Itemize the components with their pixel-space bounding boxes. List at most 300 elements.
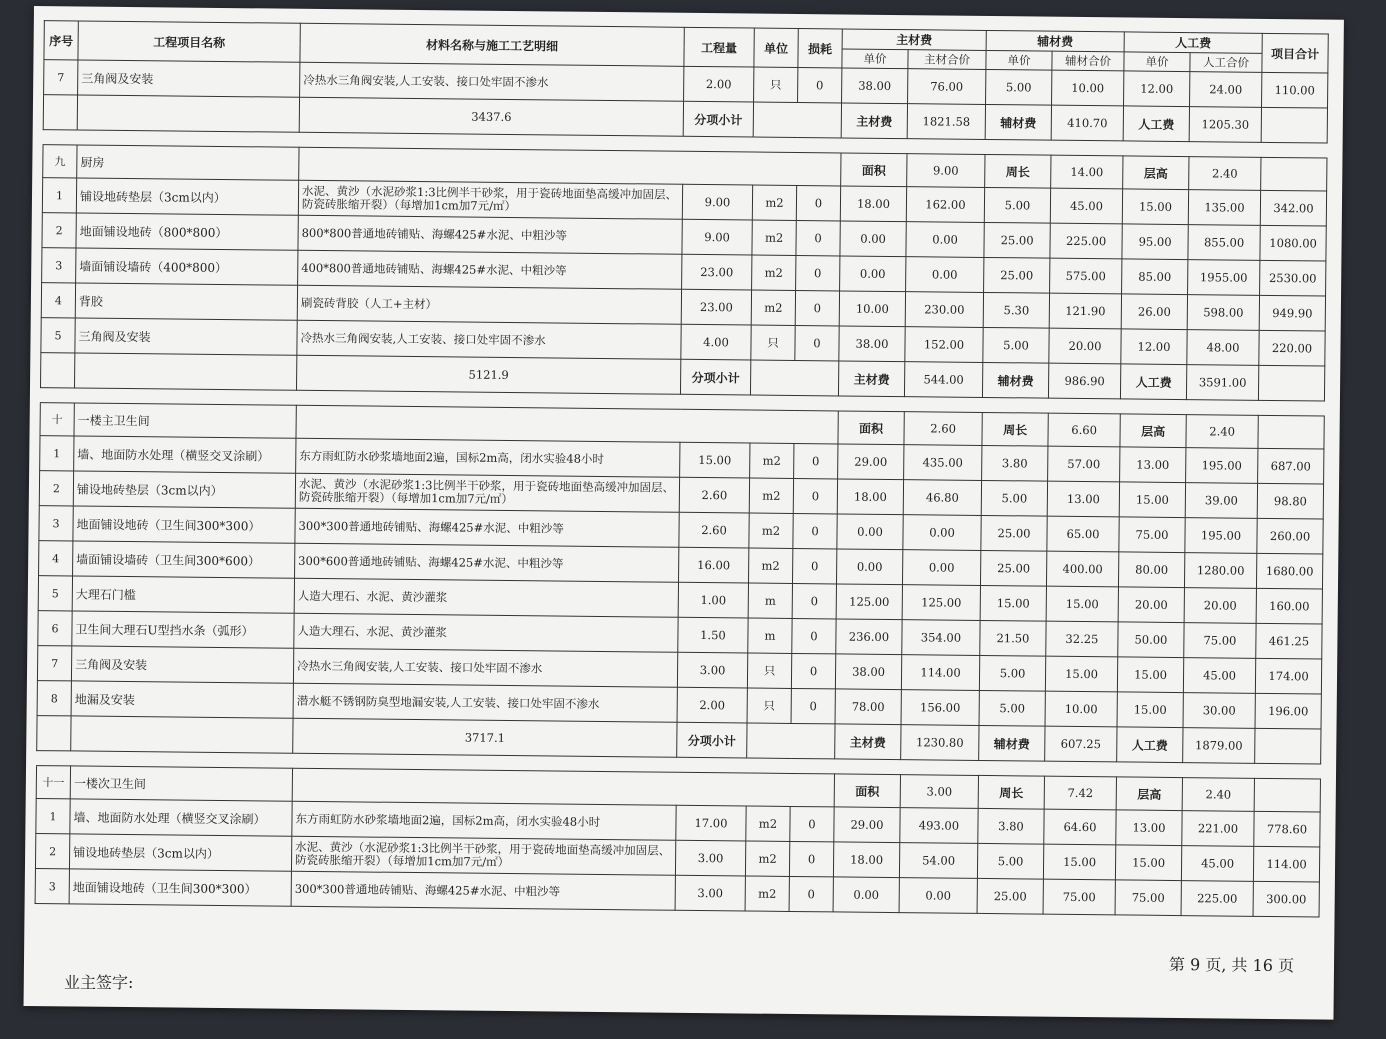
labor-fee-value: 1879.00	[1183, 728, 1255, 764]
item-unit: m	[748, 618, 792, 653]
item-quantity: 9.00	[682, 219, 752, 255]
labor-fee-label: 人工费	[1120, 364, 1186, 400]
labor-sum: 45.00	[1183, 658, 1255, 694]
item-quantity: 16.00	[679, 547, 749, 583]
aux-unit-price: 25.00	[984, 222, 1050, 258]
item-quantity: 9.00	[682, 184, 752, 220]
row-number: 6	[38, 611, 72, 646]
labor-sum: 24.00	[1190, 72, 1262, 108]
perimeter-label: 周长	[985, 154, 1051, 188]
aux-unit-price-header: 单价	[986, 50, 1052, 70]
item-quantity: 2.60	[679, 477, 749, 513]
main-sum: 156.00	[901, 690, 979, 726]
main-unit-price: 0.00	[840, 221, 906, 257]
item-total: 461.25	[1256, 623, 1322, 659]
item-loss: 0	[792, 583, 836, 618]
item-unit: m2	[745, 876, 789, 911]
item-loss: 0	[798, 68, 842, 103]
row-number: 2	[39, 471, 73, 506]
item-name: 三角阀及安装	[78, 60, 300, 97]
subtotal-value: 3437.6	[299, 97, 683, 136]
item-unit: m2	[751, 290, 795, 325]
col-name-header: 工程项目名称	[78, 21, 300, 62]
item-description: 冷热水三角阀安装,人工安装、接口处牢固不渗水	[293, 648, 677, 687]
labor-unit-price: 26.00	[1121, 294, 1187, 330]
item-loss: 0	[790, 806, 834, 841]
item-quantity: 3.00	[675, 840, 745, 876]
section-blank	[1258, 415, 1324, 449]
item-name: 地面铺设地砖（800*800）	[76, 213, 298, 250]
perimeter-label: 周长	[982, 412, 1048, 446]
labor-unit-price: 15.00	[1122, 189, 1188, 225]
area-label: 面积	[841, 153, 907, 187]
main-fee-label: 主材费	[838, 361, 904, 397]
row-number: 1	[36, 799, 70, 834]
aux-unit-price: 5.00	[979, 690, 1045, 726]
subtotal-blank	[747, 723, 835, 759]
main-fee-value: 544.00	[904, 362, 982, 398]
item-total: 949.90	[1259, 295, 1325, 331]
row-number: 2	[42, 213, 76, 248]
perimeter-value: 6.60	[1048, 413, 1120, 447]
section-number: 十	[40, 403, 74, 436]
item-name: 大理石门槛	[72, 576, 294, 613]
section-title: 厨房	[77, 145, 299, 180]
item-description: 刷瓷砖背胶（人工+主材）	[297, 285, 681, 324]
item-unit: m2	[752, 185, 796, 220]
item-total: 160.00	[1256, 588, 1322, 624]
labor-sum: 75.00	[1184, 623, 1256, 659]
aux-fee-label: 辅材费	[982, 362, 1048, 398]
aux-unit-price: 5.00	[983, 327, 1049, 363]
area-label: 面积	[834, 774, 900, 808]
page-number: 第 9 页, 共 16 页	[1168, 954, 1295, 976]
row-number: 1	[42, 178, 76, 213]
item-unit: 只	[747, 688, 791, 723]
item-name: 三角阀及安装	[75, 318, 297, 355]
item-description: 水泥、黄沙（水泥砂浆1:3比例半干砂浆，用于瓷砖地面垫高缓冲加固层、防瓷砖胀缩开裂）（每增加1cm加7元/㎡）	[295, 473, 679, 512]
main-unit-price: 125.00	[836, 584, 902, 620]
item-name: 墙、地面防水处理（横竖交叉涂刷）	[70, 799, 292, 836]
section-title: 一楼主卫生间	[74, 403, 296, 438]
main-sum: 0.00	[899, 878, 977, 914]
item-quantity: 2.00	[677, 687, 747, 723]
aux-unit-price: 25.00	[984, 257, 1050, 293]
item-total: 110.00	[1262, 72, 1328, 108]
item-name: 三角阀及安装	[71, 646, 293, 683]
item-name: 地面铺设地砖（卫生间300*300）	[73, 506, 295, 543]
main-unit-price: 29.00	[834, 807, 900, 843]
item-loss: 0	[793, 513, 837, 548]
labor-sum: 30.00	[1183, 693, 1255, 729]
subtotal-label: 分项小计	[680, 359, 750, 395]
main-sum: 162.00	[906, 187, 984, 223]
aux-unit-price: 5.00	[981, 480, 1047, 516]
labor-unit-price: 12.00	[1121, 329, 1187, 365]
item-loss: 0	[792, 548, 836, 583]
aux-unit-price: 25.00	[977, 878, 1043, 914]
item-description: 300*300普通地砖铺贴、海螺425#水泥、中粗沙等	[295, 508, 679, 547]
subtotal-blank	[1255, 728, 1321, 764]
aux-unit-price: 5.00	[984, 187, 1050, 223]
item-description: 冷热水三角阀安装,人工安装、接口处牢固不渗水	[297, 320, 681, 359]
owner-signature-label: 业主签字:	[64, 973, 134, 992]
main-unit-price: 78.00	[835, 689, 901, 725]
labor-unit-price: 13.00	[1120, 447, 1186, 483]
item-loss: 0	[791, 688, 835, 723]
main-sum: 114.00	[901, 655, 979, 691]
floor-height-value: 2.40	[1182, 778, 1254, 812]
labor-unit-price: 15.00	[1115, 845, 1181, 881]
aux-sum: 15.00	[1045, 656, 1117, 692]
labor-fee-label: 人工费	[1117, 727, 1183, 763]
main-sum: 230.00	[905, 292, 983, 328]
aux-unit-price: 3.80	[978, 808, 1044, 844]
row-number: 3	[42, 248, 76, 283]
section-number: 十一	[36, 766, 70, 799]
aux-sum: 13.00	[1047, 481, 1119, 517]
aux-sum: 65.00	[1047, 516, 1119, 552]
subtotal-value: 3717.1	[293, 718, 677, 757]
item-quantity: 1.50	[678, 617, 748, 653]
labor-unit-price: 12.00	[1124, 71, 1190, 107]
item-total: 300.00	[1253, 881, 1319, 917]
main-sum: 54.00	[899, 843, 977, 879]
aux-sum: 57.00	[1048, 446, 1120, 482]
main-unit-price: 0.00	[836, 549, 902, 585]
labor-sum-header: 人工合价	[1190, 53, 1262, 73]
table-header-row	[44, 21, 1328, 54]
item-unit: m2	[746, 806, 790, 841]
labor-sum: 48.00	[1187, 330, 1259, 366]
subtotal-label: 分项小计	[683, 101, 753, 137]
item-total: 778.60	[1254, 811, 1320, 847]
labor-sum: 598.00	[1187, 295, 1259, 331]
item-total: 98.80	[1257, 483, 1323, 519]
area-value: 2.60	[904, 412, 982, 446]
subtotal-label: 分项小计	[677, 722, 747, 758]
item-unit: m2	[749, 478, 793, 513]
item-loss: 0	[791, 653, 835, 688]
subtotal-blank	[1261, 107, 1327, 143]
main-sum: 0.00	[902, 550, 980, 586]
labor-fee-label: 人工费	[1123, 106, 1189, 142]
col-loss-header: 损耗	[798, 29, 842, 68]
section-blank	[1261, 157, 1327, 191]
aux-sum: 75.00	[1043, 879, 1115, 915]
aux-sum: 10.00	[1045, 691, 1117, 727]
item-name: 背胶	[75, 283, 297, 320]
main-sum: 125.00	[902, 585, 980, 621]
aux-sum: 121.90	[1049, 293, 1121, 329]
main-unit-price: 236.00	[836, 619, 902, 655]
aux-sum: 10.00	[1052, 70, 1124, 106]
area-label: 面积	[838, 411, 904, 445]
item-total: 174.00	[1255, 658, 1321, 694]
item-total: 1680.00	[1257, 553, 1323, 589]
main-unit-price: 38.00	[842, 68, 908, 104]
row-number: 3	[39, 506, 73, 541]
col-seq-header: 序号	[44, 21, 78, 60]
item-name: 墙面铺设墙砖（400*800）	[76, 248, 298, 285]
labor-fee-value: 1205.30	[1189, 107, 1261, 143]
quotation-table	[35, 20, 1329, 917]
item-loss: 0	[795, 290, 839, 325]
aux-unit-price: 5.30	[983, 292, 1049, 328]
col-aux-header: 辅材费	[986, 30, 1124, 51]
aux-unit-price: 25.00	[980, 550, 1046, 586]
floor-height-label: 层高	[1123, 156, 1189, 190]
main-sum: 46.80	[903, 480, 981, 516]
row-number: 7	[44, 60, 78, 95]
aux-sum: 45.00	[1050, 188, 1122, 224]
row-number: 8	[37, 681, 71, 716]
row-number: 5	[41, 318, 75, 353]
labor-sum: 225.00	[1181, 881, 1253, 917]
item-quantity: 15.00	[680, 442, 750, 478]
area-value: 9.00	[907, 154, 985, 188]
labor-unit-price: 85.00	[1122, 259, 1188, 295]
item-unit: m2	[748, 548, 792, 583]
item-name: 地面铺设地砖（卫生间300*300）	[69, 869, 291, 906]
main-fee-label: 主材费	[835, 724, 901, 760]
item-description: 800*800普通地砖铺贴、海螺425#水泥、中粗沙等	[298, 215, 682, 254]
subtotal-blank	[37, 716, 71, 751]
aux-sum: 15.00	[1046, 586, 1118, 622]
main-sum: 493.00	[900, 808, 978, 844]
item-unit: m2	[752, 255, 796, 290]
item-quantity: 3.00	[677, 652, 747, 688]
item-loss: 0	[792, 618, 836, 653]
row-number: 5	[38, 576, 72, 611]
labor-sum: 135.00	[1188, 190, 1260, 226]
item-loss: 0	[795, 325, 839, 360]
aux-sum: 225.00	[1050, 223, 1122, 259]
labor-sum: 195.00	[1186, 448, 1258, 484]
item-description: 水泥、黄沙（水泥砂浆1:3比例半干砂浆，用于瓷砖地面垫高缓冲加固层、防瓷砖胀缩开裂）（每增加1cm加7元/㎡）	[298, 180, 682, 219]
labor-unit-price: 75.00	[1119, 517, 1185, 553]
aux-sum: 20.00	[1049, 328, 1121, 364]
item-loss: 0	[796, 220, 840, 255]
item-unit: 只	[754, 67, 798, 102]
aux-unit-price: 5.00	[977, 843, 1043, 879]
item-total: 342.00	[1260, 190, 1326, 226]
main-sum: 0.00	[903, 515, 981, 551]
floor-height-value: 2.40	[1189, 157, 1261, 191]
col-total-header: 项目合计	[1262, 33, 1328, 73]
labor-sum: 39.00	[1185, 483, 1257, 519]
item-name: 墙面铺设墙砖（卫生间300*600）	[73, 541, 295, 578]
aux-fee-label: 辅材费	[979, 725, 1045, 761]
item-description: 水泥、黄沙（水泥砂浆1:3比例半干砂浆，用于瓷砖地面垫高缓冲加固层、防瓷砖胀缩开裂）（每增加1cm加7元/㎡）	[291, 836, 675, 875]
subtotal-blank	[77, 95, 299, 132]
subtotal-blank	[75, 353, 297, 390]
row-number: 4	[41, 283, 75, 318]
item-description: 冷热水三角阀安装,人工安装、接口处牢固不渗水	[300, 62, 684, 101]
subtotal-blank	[71, 716, 293, 753]
aux-sum: 15.00	[1043, 844, 1115, 880]
col-labor-header: 人工费	[1124, 32, 1262, 53]
main-unit-price: 38.00	[839, 326, 905, 362]
floor-height-value: 2.40	[1186, 415, 1258, 449]
subtotal-blank	[753, 102, 841, 138]
item-total: 220.00	[1259, 330, 1325, 366]
item-total: 687.00	[1258, 448, 1324, 484]
item-unit: m2	[745, 841, 789, 876]
item-quantity: 17.00	[676, 805, 746, 841]
item-total: 1080.00	[1260, 225, 1326, 261]
aux-fee-label: 辅材费	[985, 104, 1051, 140]
labor-unit-price: 75.00	[1115, 880, 1181, 916]
item-name: 卫生间大理石U型挡水条（弧形）	[72, 611, 294, 648]
labor-sum: 1280.00	[1185, 553, 1257, 589]
aux-unit-price: 15.00	[980, 585, 1046, 621]
aux-unit-price: 21.50	[980, 620, 1046, 656]
section-title: 一楼次卫生间	[70, 766, 292, 801]
item-unit: m2	[749, 513, 793, 548]
subtotal-blank	[43, 95, 77, 130]
item-unit: m2	[750, 443, 794, 478]
item-quantity: 4.00	[681, 324, 751, 360]
labor-sum: 195.00	[1185, 518, 1257, 554]
col-qty-header: 工程量	[684, 27, 754, 67]
item-total: 260.00	[1257, 518, 1323, 554]
aux-fee-value: 410.70	[1051, 105, 1123, 141]
item-unit: m2	[752, 220, 796, 255]
row-number: 3	[35, 869, 69, 904]
labor-unit-price: 13.00	[1116, 810, 1182, 846]
floor-height-label: 层高	[1116, 777, 1182, 811]
item-loss: 0	[794, 443, 838, 478]
main-unit-price: 0.00	[837, 514, 903, 550]
aux-fee-value: 986.90	[1048, 363, 1120, 399]
item-description: 300*300普通地砖铺贴、海螺425#水泥、中粗沙等	[291, 871, 675, 910]
row-number: 4	[39, 541, 73, 576]
row-number: 1	[40, 436, 74, 471]
perimeter-value: 14.00	[1051, 155, 1123, 189]
main-unit-price: 18.00	[840, 186, 906, 222]
labor-unit-price: 50.00	[1118, 622, 1184, 658]
item-description: 东方雨虹防水砂浆墙地面2遍，国标2m高，闭水实验48小时	[296, 438, 680, 477]
main-unit-price: 38.00	[835, 654, 901, 690]
item-name: 铺设地砖垫层（3cm以内）	[76, 178, 298, 215]
subtotal-blank	[750, 360, 838, 396]
section-blank	[1254, 778, 1320, 812]
item-description: 300*600普通地砖铺贴、海螺425#水泥、中粗沙等	[295, 543, 679, 582]
aux-unit-price: 5.00	[979, 655, 1045, 691]
aux-sum: 64.60	[1044, 809, 1116, 845]
item-quantity: 23.00	[682, 254, 752, 290]
col-desc-header: 材料名称与施工工艺明细	[300, 23, 684, 66]
item-description: 东方雨虹防水砂浆墙地面2遍，国标2m高，闭水实验48小时	[292, 801, 676, 840]
item-description: 人造大理石、水泥、黄沙灌浆	[294, 578, 678, 617]
main-fee-label: 主材费	[841, 103, 907, 139]
subtotal-value: 5121.9	[296, 355, 680, 394]
main-sum: 0.00	[906, 257, 984, 293]
col-main-header: 主材费	[842, 29, 986, 51]
item-quantity: 23.00	[681, 289, 751, 325]
labor-unit-price: 80.00	[1119, 552, 1185, 588]
main-sum: 76.00	[908, 69, 986, 105]
main-sum: 0.00	[906, 222, 984, 258]
aux-sum: 32.25	[1046, 621, 1118, 657]
perimeter-label: 周长	[978, 775, 1044, 809]
item-description: 400*800普通地砖铺贴、海螺425#水泥、中粗沙等	[298, 250, 682, 289]
main-sum: 354.00	[902, 620, 980, 656]
item-name: 地漏及安装	[71, 681, 293, 718]
main-fee-value: 1821.58	[907, 104, 985, 140]
item-loss: 0	[789, 841, 833, 876]
floor-height-label: 层高	[1120, 414, 1186, 448]
labor-sum: 221.00	[1182, 811, 1254, 847]
aux-sum-header: 辅材合价	[1052, 51, 1124, 71]
perimeter-value: 7.42	[1044, 776, 1116, 810]
aux-sum: 400.00	[1046, 551, 1118, 587]
item-total: 196.00	[1255, 693, 1321, 729]
main-unit-price: 0.00	[840, 256, 906, 292]
main-unit-price: 29.00	[838, 444, 904, 480]
aux-sum: 575.00	[1050, 258, 1122, 294]
aux-unit-price: 5.00	[986, 69, 1052, 105]
aux-unit-price: 3.80	[982, 445, 1048, 481]
item-quantity: 2.60	[679, 512, 749, 548]
labor-unit-price: 20.00	[1118, 587, 1184, 623]
item-loss: 0	[796, 185, 840, 220]
subtotal-blank	[41, 353, 75, 388]
item-name: 铺设地砖垫层（3cm以内）	[69, 834, 291, 871]
item-name: 铺设地砖垫层（3cm以内）	[73, 471, 295, 508]
item-quantity: 1.00	[678, 582, 748, 618]
labor-fee-value: 3591.00	[1186, 365, 1258, 401]
labor-unit-price: 15.00	[1117, 692, 1183, 728]
col-unit-header: 单位	[754, 28, 798, 67]
section-number: 九	[43, 145, 77, 178]
item-loss: 0	[796, 255, 840, 290]
main-sum-header: 主材合价	[908, 50, 986, 70]
quotation-page	[24, 6, 1344, 1020]
aux-unit-price: 25.00	[981, 515, 1047, 551]
item-description: 人造大理石、水泥、黄沙灌浆	[294, 613, 678, 652]
labor-sum: 20.00	[1184, 588, 1256, 624]
row-number: 2	[35, 834, 69, 869]
labor-sum: 855.00	[1188, 225, 1260, 261]
labor-sum: 1955.00	[1188, 260, 1260, 296]
main-unit-price: 18.00	[837, 479, 903, 515]
labor-unit-price: 15.00	[1119, 482, 1185, 518]
item-unit: 只	[751, 325, 795, 360]
main-sum: 435.00	[904, 445, 982, 481]
labor-unit-price: 15.00	[1117, 657, 1183, 693]
item-loss: 0	[793, 478, 837, 513]
labor-unit-price: 95.00	[1122, 224, 1188, 260]
main-fee-value: 1230.80	[901, 725, 979, 761]
labor-sum: 45.00	[1181, 846, 1253, 882]
area-value: 3.00	[900, 775, 978, 809]
item-unit: m	[748, 583, 792, 618]
main-unit-price: 0.00	[833, 877, 899, 913]
main-unit-price: 10.00	[839, 291, 905, 327]
item-quantity: 3.00	[675, 875, 745, 911]
main-unit-price-header: 单价	[842, 49, 908, 69]
item-unit: 只	[747, 653, 791, 688]
aux-fee-value: 607.25	[1045, 726, 1117, 762]
labor-unit-price-header: 单价	[1124, 52, 1190, 72]
subtotal-blank	[1258, 365, 1324, 401]
item-total: 114.00	[1253, 846, 1319, 882]
item-loss: 0	[789, 876, 833, 911]
item-quantity: 2.00	[684, 66, 754, 102]
item-name: 墙、地面防水处理（横竖交叉涂刷）	[74, 436, 296, 473]
